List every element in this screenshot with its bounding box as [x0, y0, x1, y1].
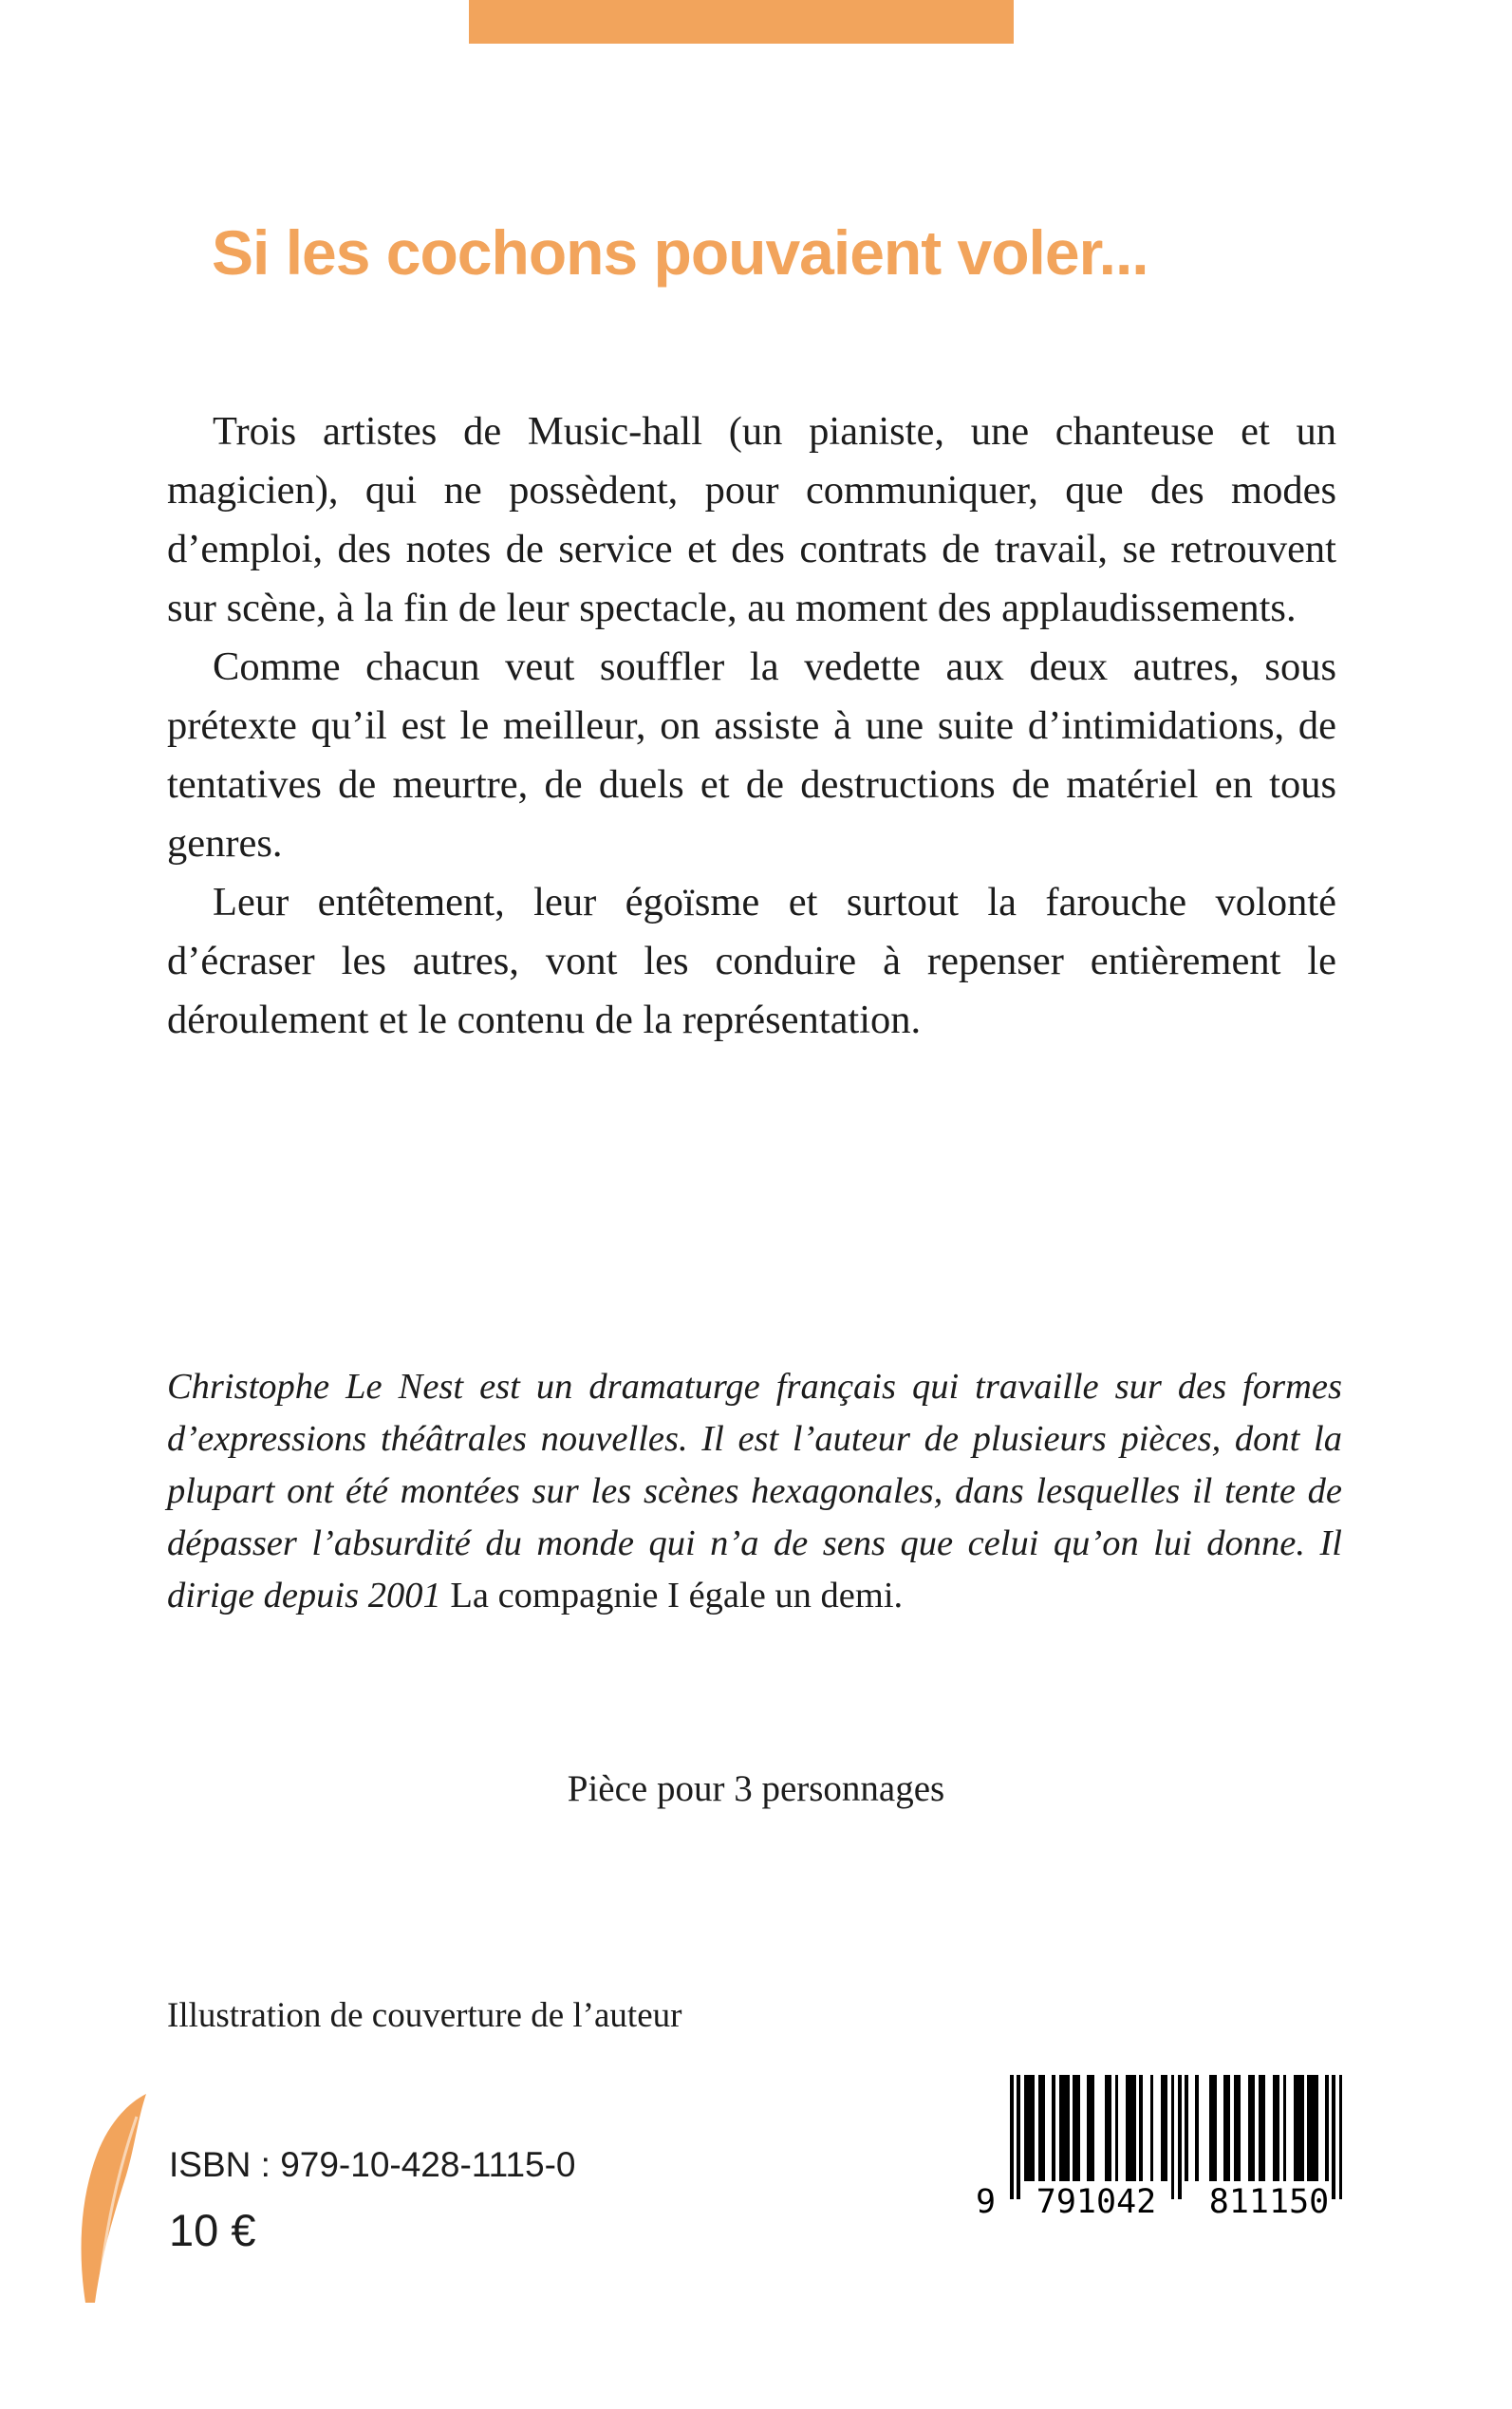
feather-icon — [72, 2094, 150, 2303]
book-title: Si les cochons pouvaient voler... — [212, 217, 1148, 288]
synopsis-paragraph-2: Comme chacun veut souffler la vedette aux deux autres, sous prétexte qu’il est le meilleur, on assiste à une suite d’intimidations, de tentatives de meurtre, de duels et de destructions de matériel en tous genres. — [167, 644, 1336, 866]
barcode-digits-left: 791042 — [1036, 2183, 1157, 2221]
author-bio — [167, 1361, 1342, 1622]
top-tab-decoration — [469, 0, 1014, 44]
barcode — [976, 2075, 1355, 2221]
illustration-credit: Illustration de couverture de l’auteur — [167, 1996, 682, 2035]
price-label: 10 € — [169, 2205, 256, 2255]
isbn-label: ISBN : 979-10-428-1115-0 — [169, 2145, 576, 2184]
author-company-name: La compagnie I égale un demi. — [450, 1576, 904, 1615]
barcode-digit-system: 9 — [976, 2183, 997, 2221]
barcode-bars — [1010, 2075, 1355, 2199]
author-bio-text: Christophe Le Nest est un dramaturge français qui travaille sur des formes d’expressions théâtrales nouvelles. Il est l’auteur de plusieurs pièces, dont la plupart ont été montées sur les scènes hexagonales, dans lesquelles il tente de dépasser l’absurdité du monde qui n’a de sens que celui qu’on lui donne. Il dirige depuis 2001 — [167, 1367, 1342, 1615]
cast-note: Pièce pour 3 personnages — [567, 1768, 945, 1809]
synopsis — [167, 402, 1336, 1050]
barcode-digits — [976, 2183, 1355, 2221]
synopsis-paragraph-3: Leur entêtement, leur égoïsme et surtout la farouche volonté d’écraser les autres, vont les conduire à repenser entièrement le déroulement et le contenu de la représentation. — [167, 880, 1336, 1042]
barcode-digits-right: 811150 — [1208, 2183, 1330, 2221]
synopsis-paragraph-1: Trois artistes de Music-hall (un pianiste, une chanteuse et un magicien), qui ne possèdent, pour communiquer, que des modes d’emploi, des notes de service et des contrats de travail, se retrouvent sur scène, à la fin de leur spectacle, au moment des applaudissements. — [167, 409, 1336, 630]
